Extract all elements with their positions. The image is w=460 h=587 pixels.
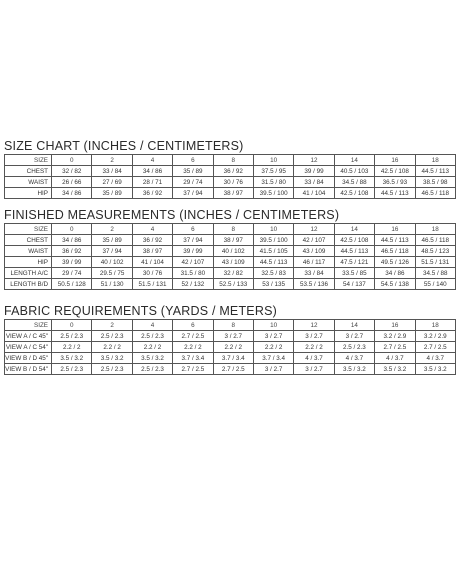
- size-cell: 18: [415, 155, 455, 166]
- value-cell: 34 / 86: [52, 188, 92, 199]
- value-cell: 32 / 82: [52, 166, 92, 177]
- value-cell: 44.5 / 113: [253, 257, 293, 268]
- value-cell: 40 / 102: [92, 257, 132, 268]
- value-cell: 37.5 / 95: [253, 166, 293, 177]
- value-cell: 37 / 94: [173, 188, 213, 199]
- table-row: [5, 364, 456, 375]
- size-cell: 10: [253, 224, 293, 235]
- row-label: CHEST: [5, 235, 52, 246]
- value-cell: 33 / 84: [294, 177, 334, 188]
- value-cell: 52.5 / 133: [213, 279, 253, 290]
- row-label: HIP: [5, 188, 52, 199]
- value-cell: 4 / 3.7: [334, 353, 374, 364]
- value-cell: 35 / 89: [92, 188, 132, 199]
- value-cell: 26 / 66: [52, 177, 92, 188]
- row-label: WAIST: [5, 177, 52, 188]
- value-cell: 32.5 / 83: [253, 268, 293, 279]
- value-cell: 53 / 135: [253, 279, 293, 290]
- size-cell: 8: [213, 320, 253, 331]
- value-cell: 29 / 74: [173, 177, 213, 188]
- size-cell: 16: [375, 224, 415, 235]
- value-cell: 54 / 137: [334, 279, 374, 290]
- value-cell: 2.5 / 2.3: [334, 342, 374, 353]
- value-cell: 46.5 / 118: [415, 235, 455, 246]
- size-cell: 8: [213, 224, 253, 235]
- size-cell: 4: [132, 320, 172, 331]
- value-cell: 49.5 / 126: [375, 257, 415, 268]
- size-chart-table: [4, 154, 456, 199]
- value-cell: 33.5 / 85: [334, 268, 374, 279]
- table-row: [5, 279, 456, 290]
- value-cell: 3.7 / 3.4: [173, 353, 213, 364]
- size-cell: 16: [375, 320, 415, 331]
- value-cell: 29 / 74: [52, 268, 92, 279]
- header-label: SIZE: [5, 155, 52, 166]
- row-label: VIEW B / D 54": [5, 364, 52, 375]
- value-cell: 53.5 / 136: [294, 279, 334, 290]
- value-cell: 39 / 99: [294, 166, 334, 177]
- row-label: VIEW A / C 54": [5, 342, 52, 353]
- size-cell: 0: [52, 224, 92, 235]
- value-cell: 2.7 / 2.5: [173, 364, 213, 375]
- value-cell: 2.5 / 2.3: [132, 331, 172, 342]
- value-cell: 2.2 / 2: [132, 342, 172, 353]
- value-cell: 36.5 / 93: [375, 177, 415, 188]
- value-cell: 3.5 / 3.2: [52, 353, 92, 364]
- size-cell: 6: [173, 155, 213, 166]
- size-cell: 2: [92, 320, 132, 331]
- header-label: SIZE: [5, 320, 52, 331]
- value-cell: 51 / 130: [92, 279, 132, 290]
- value-cell: 52 / 132: [173, 279, 213, 290]
- value-cell: 2.2 / 2: [92, 342, 132, 353]
- size-chart-title: SIZE CHART (INCHES / CENTIMETERS): [4, 139, 244, 153]
- value-cell: 2.5 / 2.3: [92, 331, 132, 342]
- finished-measurements-section: [4, 207, 456, 290]
- value-cell: 39 / 99: [173, 246, 213, 257]
- value-cell: 2.2 / 2: [294, 342, 334, 353]
- value-cell: 39.5 / 100: [253, 188, 293, 199]
- value-cell: 32 / 82: [213, 268, 253, 279]
- table-row: [5, 342, 456, 353]
- size-cell: 14: [334, 224, 374, 235]
- value-cell: 3.7 / 3.4: [253, 353, 293, 364]
- value-cell: 31.5 / 80: [253, 177, 293, 188]
- row-label: CHEST: [5, 166, 52, 177]
- value-cell: 38 / 97: [213, 235, 253, 246]
- size-cell: 12: [294, 320, 334, 331]
- fabric-requirements-table: [4, 319, 456, 375]
- value-cell: 2.5 / 2.3: [132, 364, 172, 375]
- value-cell: 50.5 / 128: [52, 279, 92, 290]
- value-cell: 34 / 86: [52, 235, 92, 246]
- size-cell: 0: [52, 155, 92, 166]
- value-cell: 3.5 / 3.2: [415, 364, 455, 375]
- value-cell: 35 / 89: [92, 235, 132, 246]
- size-cell: 16: [375, 155, 415, 166]
- size-cell: 14: [334, 320, 374, 331]
- row-label: LENGTH B/D: [5, 279, 52, 290]
- size-cell: 2: [92, 155, 132, 166]
- table-row: [5, 331, 456, 342]
- value-cell: 2.7 / 2.5: [173, 331, 213, 342]
- value-cell: 40.5 / 103: [334, 166, 374, 177]
- table-row: [5, 353, 456, 364]
- value-cell: 43 / 109: [213, 257, 253, 268]
- value-cell: 41 / 104: [132, 257, 172, 268]
- value-cell: 34.5 / 88: [415, 268, 455, 279]
- value-cell: 2.7 / 2.5: [213, 364, 253, 375]
- value-cell: 30 / 76: [213, 177, 253, 188]
- value-cell: 3.2 / 2.9: [375, 331, 415, 342]
- table-row: [5, 235, 456, 246]
- value-cell: 46 / 117: [294, 257, 334, 268]
- value-cell: 38 / 97: [213, 188, 253, 199]
- value-cell: 42.5 / 108: [334, 235, 374, 246]
- size-cell: 18: [415, 320, 455, 331]
- fabric-requirements-title: FABRIC REQUIREMENTS (YARDS / METERS): [4, 304, 277, 318]
- row-label: HIP: [5, 257, 52, 268]
- finished-measurements-table: [4, 223, 456, 290]
- finished-measurements-title: FINISHED MEASUREMENTS (INCHES / CENTIMETERS): [4, 208, 340, 222]
- value-cell: 34 / 86: [132, 166, 172, 177]
- value-cell: 3.5 / 3.2: [132, 353, 172, 364]
- size-cell: 2: [92, 224, 132, 235]
- size-cell: 14: [334, 155, 374, 166]
- value-cell: 2.2 / 2: [52, 342, 92, 353]
- size-cell: 10: [253, 155, 293, 166]
- value-cell: 35 / 89: [173, 166, 213, 177]
- value-cell: 2.5 / 2.3: [52, 364, 92, 375]
- table-row: [5, 188, 456, 199]
- value-cell: 37 / 94: [92, 246, 132, 257]
- size-cell: 18: [415, 224, 455, 235]
- value-cell: 3.5 / 3.2: [334, 364, 374, 375]
- value-cell: 46.5 / 118: [415, 188, 455, 199]
- value-cell: 3 / 2.7: [253, 331, 293, 342]
- value-cell: 39.5 / 100: [253, 235, 293, 246]
- value-cell: 3 / 2.7: [294, 364, 334, 375]
- table-row: [5, 246, 456, 257]
- value-cell: 4 / 3.7: [415, 353, 455, 364]
- value-cell: 42 / 107: [173, 257, 213, 268]
- size-chart-header-row: [5, 155, 456, 166]
- row-label: LENGTH A/C: [5, 268, 52, 279]
- value-cell: 54.5 / 138: [375, 279, 415, 290]
- row-label: VIEW A / C 45": [5, 331, 52, 342]
- value-cell: 44.5 / 113: [415, 166, 455, 177]
- value-cell: 33 / 84: [92, 166, 132, 177]
- value-cell: 2.2 / 2: [253, 342, 293, 353]
- value-cell: 33 / 84: [294, 268, 334, 279]
- value-cell: 3 / 2.7: [334, 331, 374, 342]
- value-cell: 2.5 / 2.3: [52, 331, 92, 342]
- size-cell: 4: [132, 155, 172, 166]
- value-cell: 4 / 3.7: [375, 353, 415, 364]
- value-cell: 55 / 140: [415, 279, 455, 290]
- value-cell: 3.5 / 3.2: [375, 364, 415, 375]
- value-cell: 34 / 86: [375, 268, 415, 279]
- value-cell: 2.2 / 2: [213, 342, 253, 353]
- fabric-requirements-section: [4, 303, 456, 375]
- value-cell: 30 / 76: [132, 268, 172, 279]
- value-cell: 2.5 / 2.3: [92, 364, 132, 375]
- value-cell: 43 / 109: [294, 246, 334, 257]
- value-cell: 3.2 / 2.9: [415, 331, 455, 342]
- table-row: [5, 166, 456, 177]
- value-cell: 3 / 2.7: [294, 331, 334, 342]
- value-cell: 3 / 2.7: [253, 364, 293, 375]
- value-cell: 3.7 / 3.4: [213, 353, 253, 364]
- header-label: SIZE: [5, 224, 52, 235]
- size-cell: 6: [173, 320, 213, 331]
- value-cell: 36 / 92: [52, 246, 92, 257]
- size-cell: 12: [294, 155, 334, 166]
- size-cell: 0: [52, 320, 92, 331]
- value-cell: 29.5 / 75: [92, 268, 132, 279]
- row-label: WAIST: [5, 246, 52, 257]
- value-cell: 36 / 92: [132, 188, 172, 199]
- value-cell: 2.7 / 2.5: [375, 342, 415, 353]
- table-row: [5, 257, 456, 268]
- row-label: VIEW B / D 45": [5, 353, 52, 364]
- value-cell: 40 / 102: [213, 246, 253, 257]
- value-cell: 4 / 3.7: [294, 353, 334, 364]
- value-cell: 44.5 / 113: [334, 246, 374, 257]
- value-cell: 28 / 71: [132, 177, 172, 188]
- value-cell: 44.5 / 113: [375, 235, 415, 246]
- table-row: [5, 268, 456, 279]
- value-cell: 38.5 / 98: [415, 177, 455, 188]
- value-cell: 34.5 / 88: [334, 177, 374, 188]
- value-cell: 47.5 / 121: [334, 257, 374, 268]
- value-cell: 2.2 / 2: [173, 342, 213, 353]
- finished-header-row: [5, 224, 456, 235]
- value-cell: 39 / 99: [52, 257, 92, 268]
- table-row: [5, 177, 456, 188]
- value-cell: 38 / 97: [132, 246, 172, 257]
- value-cell: 36 / 92: [132, 235, 172, 246]
- value-cell: 44.5 / 113: [375, 188, 415, 199]
- value-cell: 2.7 / 2.5: [415, 342, 455, 353]
- value-cell: 41 / 104: [294, 188, 334, 199]
- value-cell: 3.5 / 3.2: [92, 353, 132, 364]
- value-cell: 42.5 / 108: [375, 166, 415, 177]
- size-cell: 4: [132, 224, 172, 235]
- value-cell: 46.5 / 118: [375, 246, 415, 257]
- value-cell: 41.5 / 105: [253, 246, 293, 257]
- size-chart-section: [4, 138, 456, 199]
- value-cell: 31.5 / 80: [173, 268, 213, 279]
- value-cell: 27 / 69: [92, 177, 132, 188]
- size-cell: 10: [253, 320, 293, 331]
- value-cell: 51.5 / 131: [132, 279, 172, 290]
- value-cell: 42 / 107: [294, 235, 334, 246]
- fabric-header-row: [5, 320, 456, 331]
- value-cell: 37 / 94: [173, 235, 213, 246]
- value-cell: 51.5 / 131: [415, 257, 455, 268]
- value-cell: 3 / 2.7: [213, 331, 253, 342]
- size-cell: 6: [173, 224, 213, 235]
- value-cell: 42.5 / 108: [334, 188, 374, 199]
- size-cell: 8: [213, 155, 253, 166]
- value-cell: 48.5 / 123: [415, 246, 455, 257]
- value-cell: 36 / 92: [213, 166, 253, 177]
- size-cell: 12: [294, 224, 334, 235]
